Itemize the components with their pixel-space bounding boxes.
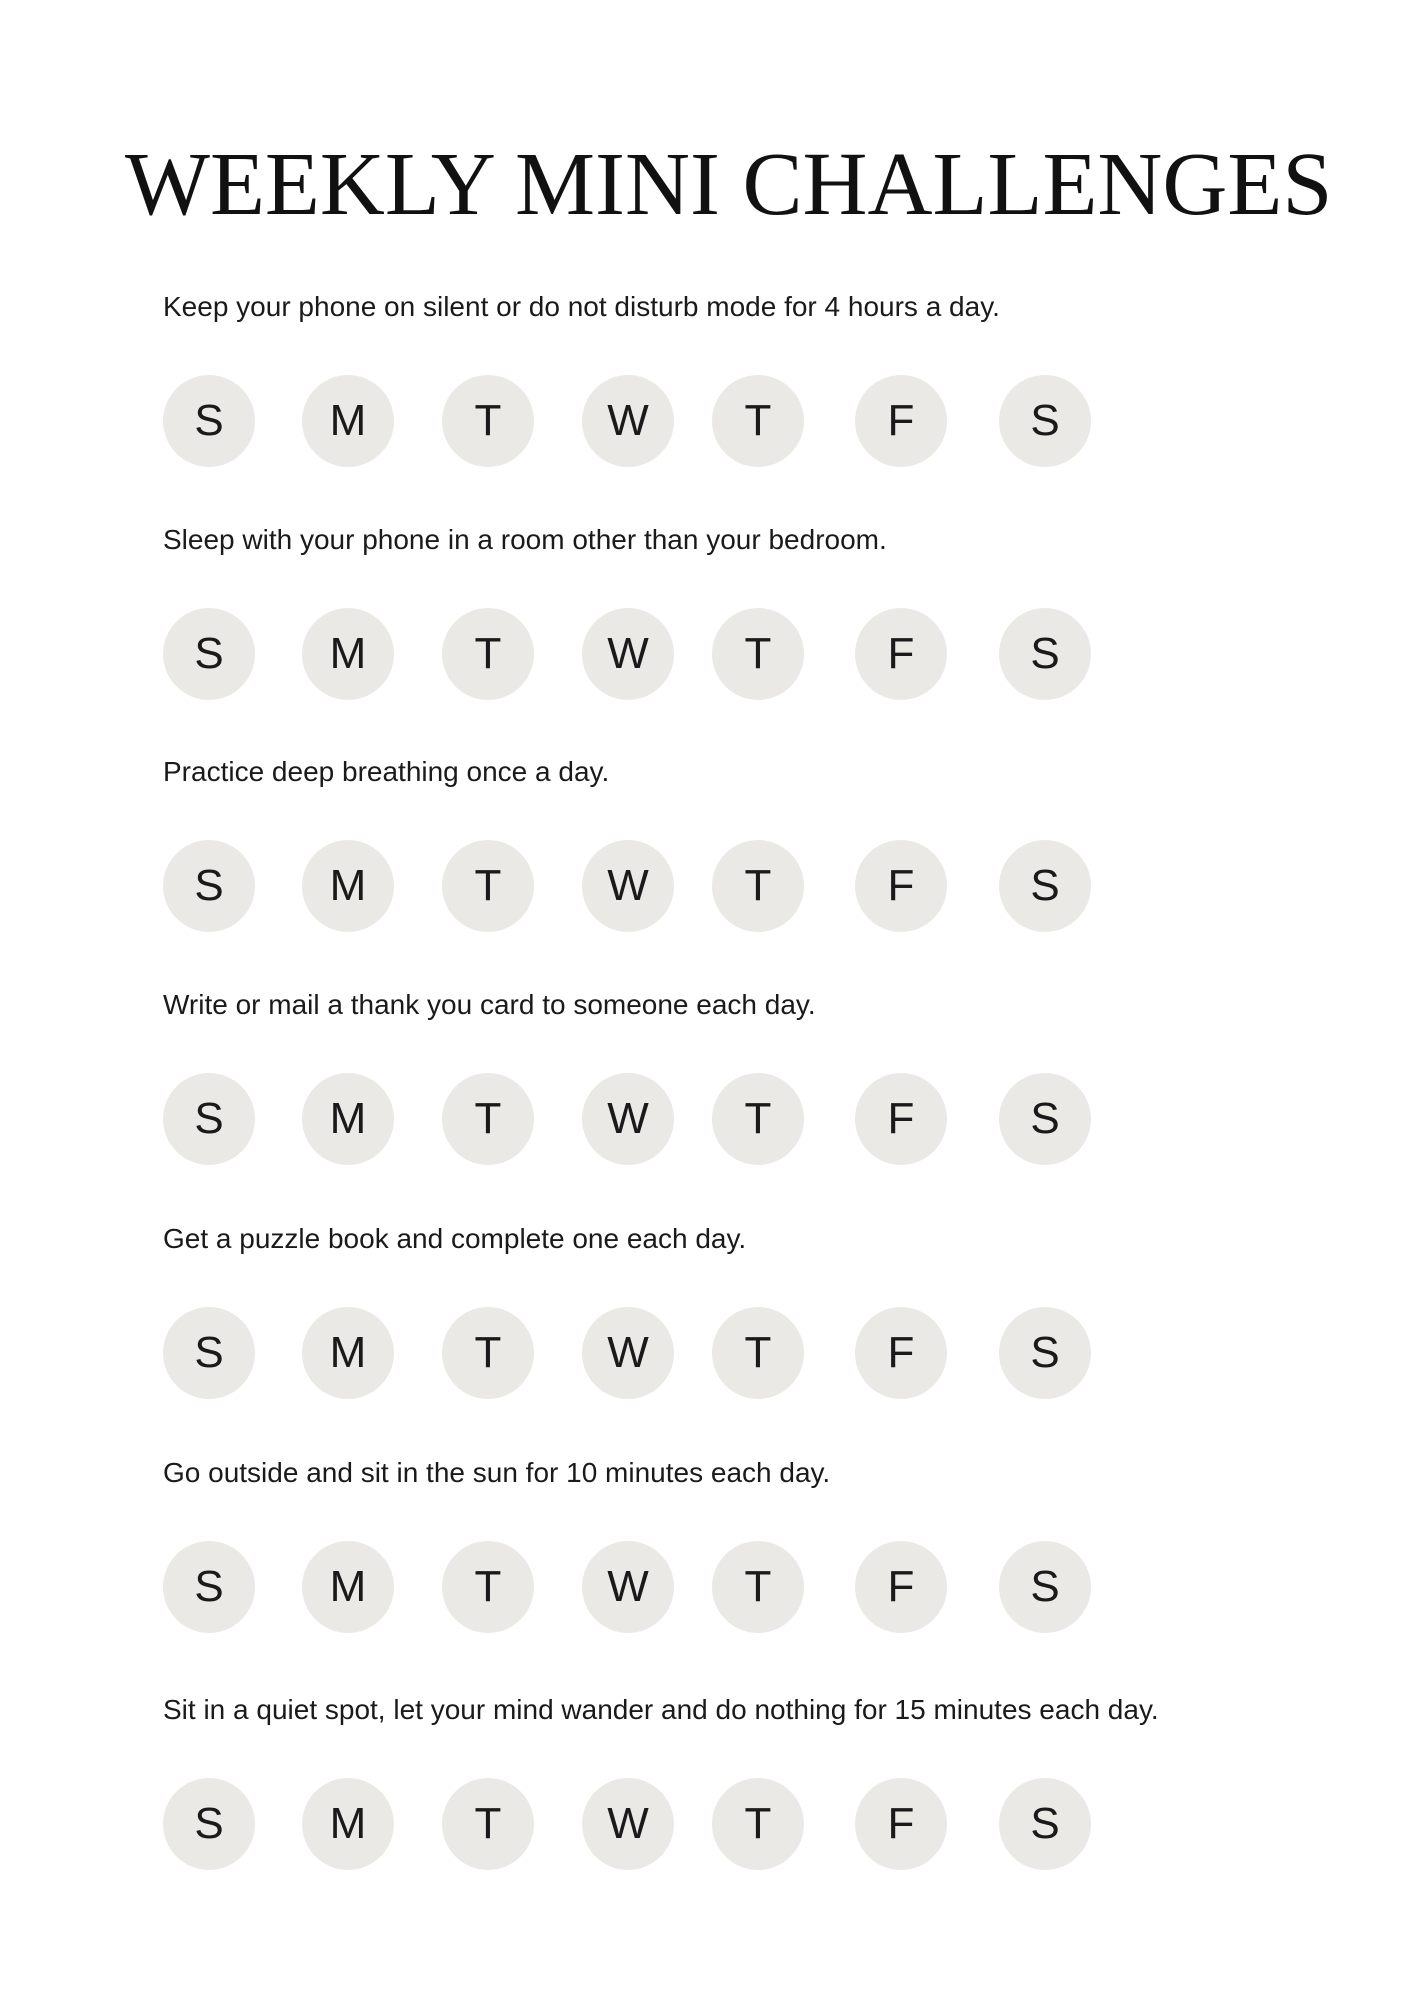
day-circle-monday[interactable]: M bbox=[302, 1541, 394, 1633]
day-circle-friday[interactable]: F bbox=[855, 1307, 947, 1399]
day-tracker-row bbox=[163, 1541, 1303, 1633]
day-circle-saturday[interactable]: S bbox=[999, 608, 1091, 700]
day-circle-monday[interactable]: M bbox=[302, 1778, 394, 1870]
day-circle-saturday[interactable]: S bbox=[999, 1307, 1091, 1399]
day-circle-friday[interactable]: F bbox=[855, 1778, 947, 1870]
day-circle-wednesday[interactable]: W bbox=[582, 1307, 674, 1399]
day-circle-tuesday[interactable]: T bbox=[442, 375, 534, 467]
challenge-text: Get a puzzle book and complete one each day. bbox=[163, 1223, 747, 1254]
day-circle-saturday[interactable]: S bbox=[999, 840, 1091, 932]
day-circle-sunday[interactable]: S bbox=[163, 1307, 255, 1399]
day-circle-saturday[interactable]: S bbox=[999, 375, 1091, 467]
day-circle-sunday[interactable]: S bbox=[163, 608, 255, 700]
day-circle-thursday[interactable]: T bbox=[712, 1073, 804, 1165]
challenge-5 bbox=[163, 1222, 1303, 1399]
day-circle-sunday[interactable]: S bbox=[163, 1778, 255, 1870]
challenge-7 bbox=[163, 1693, 1303, 1870]
day-circle-thursday[interactable]: T bbox=[712, 1541, 804, 1633]
day-circle-wednesday[interactable]: W bbox=[582, 1778, 674, 1870]
day-circle-monday[interactable]: M bbox=[302, 375, 394, 467]
day-circle-tuesday[interactable]: T bbox=[442, 608, 534, 700]
challenge-3 bbox=[163, 755, 1303, 932]
day-circle-tuesday[interactable]: T bbox=[442, 1541, 534, 1633]
day-tracker-row bbox=[163, 840, 1303, 932]
day-circle-wednesday[interactable]: W bbox=[582, 840, 674, 932]
day-circle-wednesday[interactable]: W bbox=[582, 608, 674, 700]
day-circle-monday[interactable]: M bbox=[302, 840, 394, 932]
day-circle-tuesday[interactable]: T bbox=[442, 1073, 534, 1165]
day-circle-saturday[interactable]: S bbox=[999, 1778, 1091, 1870]
day-circle-thursday[interactable]: T bbox=[712, 375, 804, 467]
day-circle-tuesday[interactable]: T bbox=[442, 1307, 534, 1399]
day-circle-friday[interactable]: F bbox=[855, 608, 947, 700]
challenge-text: Sit in a quiet spot, let your mind wander and do nothing for 15 minutes each day. bbox=[163, 1694, 1159, 1725]
challenge-2 bbox=[163, 523, 1303, 700]
day-circle-monday[interactable]: M bbox=[302, 608, 394, 700]
day-circle-monday[interactable]: M bbox=[302, 1073, 394, 1165]
challenge-4 bbox=[163, 988, 1303, 1165]
day-tracker-row bbox=[163, 608, 1303, 700]
day-circle-friday[interactable]: F bbox=[855, 375, 947, 467]
day-circle-thursday[interactable]: T bbox=[712, 840, 804, 932]
day-circle-thursday[interactable]: T bbox=[712, 1778, 804, 1870]
day-circle-sunday[interactable]: S bbox=[163, 840, 255, 932]
day-circle-monday[interactable]: M bbox=[302, 1307, 394, 1399]
day-circle-thursday[interactable]: T bbox=[712, 608, 804, 700]
day-tracker-row bbox=[163, 1307, 1303, 1399]
day-circle-tuesday[interactable]: T bbox=[442, 840, 534, 932]
day-circle-saturday[interactable]: S bbox=[999, 1541, 1091, 1633]
challenge-6 bbox=[163, 1456, 1303, 1633]
day-circle-friday[interactable]: F bbox=[855, 1073, 947, 1165]
day-circle-saturday[interactable]: S bbox=[999, 1073, 1091, 1165]
challenge-text: Sleep with your phone in a room other than your bedroom. bbox=[163, 524, 887, 555]
day-circle-friday[interactable]: F bbox=[855, 840, 947, 932]
day-circle-sunday[interactable]: S bbox=[163, 375, 255, 467]
challenge-text: Practice deep breathing once a day. bbox=[163, 756, 610, 787]
day-circle-thursday[interactable]: T bbox=[712, 1307, 804, 1399]
day-circle-friday[interactable]: F bbox=[855, 1541, 947, 1633]
challenge-1 bbox=[163, 290, 1303, 467]
day-circle-wednesday[interactable]: W bbox=[582, 375, 674, 467]
day-circle-sunday[interactable]: S bbox=[163, 1541, 255, 1633]
day-tracker-row bbox=[163, 375, 1303, 467]
day-tracker-row bbox=[163, 1073, 1303, 1165]
day-circle-wednesday[interactable]: W bbox=[582, 1073, 674, 1165]
day-circle-wednesday[interactable]: W bbox=[582, 1541, 674, 1633]
day-circle-sunday[interactable]: S bbox=[163, 1073, 255, 1165]
day-tracker-row bbox=[163, 1778, 1303, 1870]
challenge-text: Write or mail a thank you card to someone each day. bbox=[163, 989, 816, 1020]
challenge-text: Keep your phone on silent or do not disturb mode for 4 hours a day. bbox=[163, 291, 1000, 322]
page-title: WEEKLY MINI CHALLENGES bbox=[125, 135, 1333, 234]
challenge-text: Go outside and sit in the sun for 10 minutes each day. bbox=[163, 1457, 831, 1488]
day-circle-tuesday[interactable]: T bbox=[442, 1778, 534, 1870]
